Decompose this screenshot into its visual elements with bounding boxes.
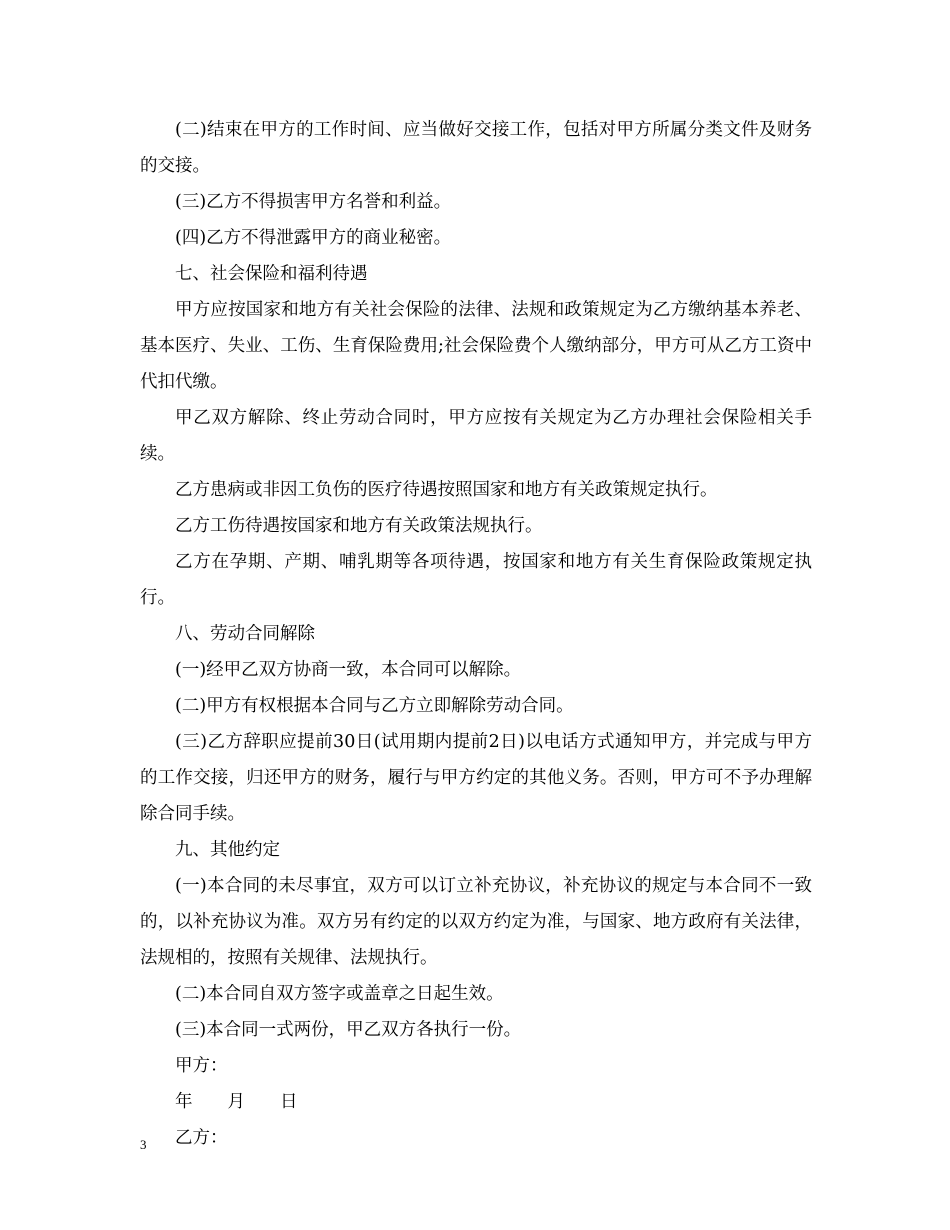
section-heading-other-terms: 九、其他约定 [175,840,280,860]
paragraph-insurance-procedures: 甲乙双方解除、终止劳动合同时，甲方应按有关规定为乙方办理社会保险相关手续。 [140,408,812,464]
paragraph-medical-treatment: 乙方患病或非因工负伤的医疗待遇按照国家和地方有关政策规定执行。 [175,480,718,500]
paragraph-handover: (二)结束在甲方的工作时间、应当做好交接工作，包括对甲方所属分类文件及财务的交接。 [140,120,812,176]
signature-date: 年 月 日 [175,1092,298,1112]
paragraph-no-damage-reputation: (三)乙方不得损害甲方名誉和利益。 [175,192,452,212]
paragraph-supplementary-agreement: (一)本合同的未尽事宜，双方可以订立补充协议，补充协议的规定与本合同不一致的，以补充协议为准。双方另有约定的以双方约定为准，与国家、地方政府有关法律，法规相的，按照有关规律、法规执行。 [140,876,812,968]
document-body [140,112,812,1156]
paragraph-resignation-notice: (三)乙方辞职应提前30日(试用期内提前2日)以电话方式通知甲方，并完成与甲方的工作交接，归还甲方的财务，履行与甲方约定的其他义务。否则，甲方可不予办理解除合同手续。 [140,732,812,824]
paragraph-no-leak-secrets: (四)乙方不得泄露甲方的商业秘密。 [175,228,452,248]
paragraph-insurance-payment: 甲方应按国家和地方有关社会保险的法律、法规和政策规定为乙方缴纳基本养老、基本医疗、失业、工伤、生育保险费用;社会保险费个人缴纳部分，甲方可从乙方工资中代扣代缴。 [140,300,812,392]
section-heading-termination: 八、劳动合同解除 [175,624,315,644]
signature-party-b: 乙方： [175,1128,228,1148]
paragraph-work-injury: 乙方工伤待遇按国家和地方有关政策法规执行。 [175,516,543,536]
section-heading-social-insurance: 七、社会保险和福利待遇 [175,264,368,284]
page-number: 3 [140,1137,147,1152]
paragraph-mutual-termination: (一)经甲乙双方协商一致，本合同可以解除。 [175,660,522,680]
signature-party-a: 甲方： [175,1056,228,1076]
paragraph-maternity: 乙方在孕期、产期、哺乳期等各项待遇，按国家和地方有关生育保险政策规定执行。 [140,552,812,608]
paragraph-effective-date: (二)本合同自双方签字或盖章之日起生效。 [175,984,504,1004]
paragraph-copies: (三)本合同一式两份，甲乙双方各执行一份。 [175,1020,522,1040]
paragraph-party-a-termination: (二)甲方有权根据本合同与乙方立即解除劳动合同。 [175,696,574,716]
